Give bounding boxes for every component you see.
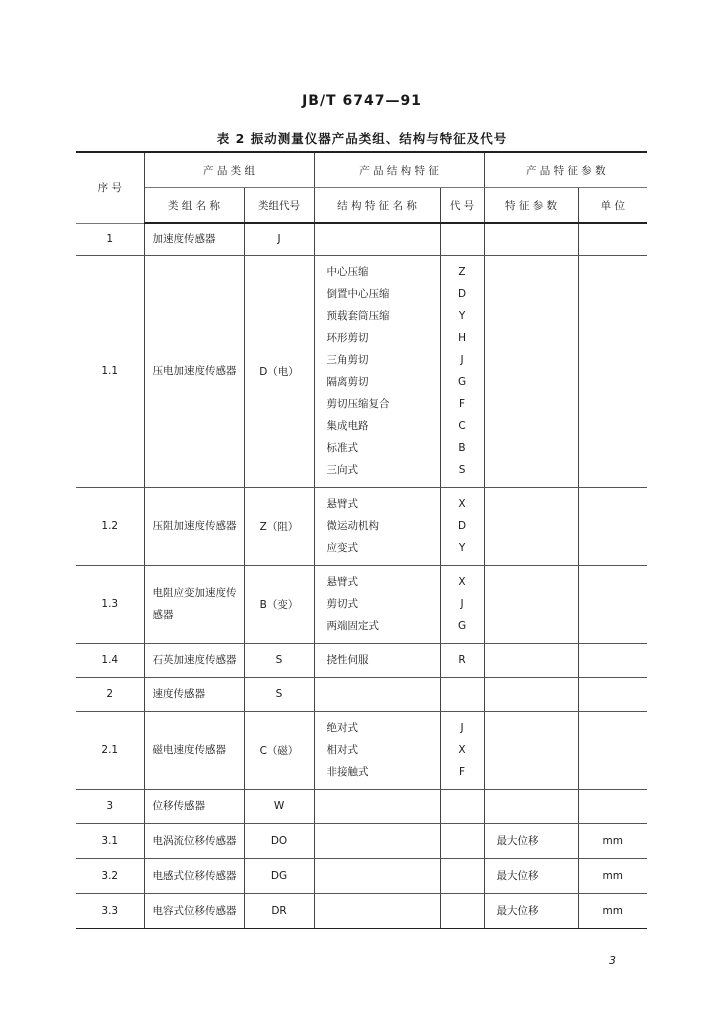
row-group-code: J: [244, 223, 314, 255]
row-seq: 2.1: [76, 711, 144, 789]
row-param-name: 最大位移: [484, 858, 578, 893]
row-structure-codes: [440, 823, 484, 858]
header-structure-name: 结 构 特 征 名 称: [314, 188, 440, 224]
structure-feature-name: 微运动机构: [326, 520, 380, 532]
structure-feature-name: 三角剪切: [326, 354, 369, 366]
row-unit: [578, 223, 647, 255]
row-group-code: W: [244, 789, 314, 823]
structure-feature-name: 标准式: [326, 442, 359, 454]
table-row: [76, 858, 647, 893]
row-param-name: [484, 711, 578, 789]
header-param-name: 特 征 参 数: [484, 188, 578, 224]
row-structure-codes: [440, 893, 484, 928]
row-structure-names: [314, 823, 440, 858]
structure-feature-code: H: [458, 332, 466, 344]
row-group-name: 压电加速度传感器: [144, 255, 244, 487]
table-row: [76, 223, 647, 255]
product-code-table: [76, 151, 647, 929]
row-group-code: DG: [244, 858, 314, 893]
row-param-name: [484, 789, 578, 823]
row-param-name: [484, 677, 578, 711]
row-structure-codes: [440, 677, 484, 711]
header-unit: 单 位: [578, 188, 647, 224]
structure-feature-code: D: [457, 520, 467, 532]
header-seq: 序 号: [76, 152, 144, 223]
row-group-code: S: [244, 643, 314, 677]
row-group-name: 石英加速度传感器: [144, 643, 244, 677]
structure-feature-name: 应变式: [326, 542, 359, 554]
header-structure: 产 品 结 构 特 征: [314, 152, 484, 188]
structure-feature-code: G: [457, 376, 467, 388]
structure-feature-code: Y: [458, 310, 466, 322]
structure-feature-name: 剪切压缩复合: [326, 398, 390, 410]
row-structure-codes: [440, 643, 484, 677]
row-group-name: 电阻应变加速度传感器: [144, 565, 244, 643]
structure-feature-code: X: [458, 744, 466, 756]
table-row: [76, 677, 647, 711]
table-row: [76, 823, 647, 858]
structure-feature-name: 非接触式: [326, 766, 369, 778]
row-seq: 3.3: [76, 893, 144, 928]
structure-feature-name: 环形剪切: [326, 332, 369, 344]
table-row: [76, 643, 647, 677]
row-unit: mm: [578, 893, 647, 928]
row-group-name: 电容式位移传感器: [144, 893, 244, 928]
row-param-name: 最大位移: [484, 893, 578, 928]
header-group-name: 类 组 名 称: [144, 188, 244, 224]
header-structure-code: 代 号: [440, 188, 484, 224]
table-row: [76, 893, 647, 928]
table-row: [76, 711, 647, 789]
structure-feature-code: Y: [458, 542, 466, 554]
row-param-name: [484, 487, 578, 565]
structure-feature-name: 挠性伺服: [326, 654, 369, 666]
row-group-code: DR: [244, 893, 314, 928]
row-param-name: [484, 565, 578, 643]
row-group-code: DO: [244, 823, 314, 858]
table-row: [76, 255, 647, 487]
structure-feature-name: 两端固定式: [326, 620, 380, 632]
row-group-code: D（电）: [244, 255, 314, 487]
row-unit: mm: [578, 823, 647, 858]
structure-feature-code: F: [459, 766, 466, 778]
row-structure-names: [314, 487, 440, 565]
structure-feature-code: G: [457, 620, 467, 632]
structure-feature-code: F: [459, 398, 466, 410]
row-structure-names: [314, 711, 440, 789]
row-group-code: Z（阻）: [244, 487, 314, 565]
structure-feature-name: 集成电路: [326, 420, 369, 432]
structure-feature-code: S: [458, 464, 466, 476]
structure-feature-code: X: [458, 576, 466, 588]
row-unit: [578, 643, 647, 677]
structure-feature-code: J: [460, 598, 464, 610]
structure-feature-code: D: [457, 288, 467, 300]
row-seq: 1.2: [76, 487, 144, 565]
row-group-code: S: [244, 677, 314, 711]
row-seq: 1.4: [76, 643, 144, 677]
structure-feature-name: 绝对式: [326, 722, 359, 734]
row-group-code: C（磁）: [244, 711, 314, 789]
structure-feature-name: 预载套筒压缩: [326, 310, 390, 322]
table-row: [76, 789, 647, 823]
row-seq: 3.2: [76, 858, 144, 893]
row-structure-names: [314, 677, 440, 711]
row-seq: 1.3: [76, 565, 144, 643]
page-number: 3: [609, 954, 616, 967]
structure-feature-name: 三向式: [326, 464, 359, 476]
row-unit: [578, 255, 647, 487]
structure-feature-code: X: [458, 498, 466, 510]
row-structure-names: [314, 255, 440, 487]
row-group-name: 加速度传感器: [144, 223, 244, 255]
header-group-code: 类组代号: [244, 188, 314, 224]
row-group-code: B（变）: [244, 565, 314, 643]
structure-feature-code: J: [460, 722, 464, 734]
row-group-name: 电涡流位移传感器: [144, 823, 244, 858]
row-structure-names: [314, 893, 440, 928]
row-structure-names: [314, 858, 440, 893]
row-structure-names: [314, 643, 440, 677]
row-unit: [578, 565, 647, 643]
row-param-name: [484, 223, 578, 255]
row-structure-codes: [440, 711, 484, 789]
row-structure-names: [314, 789, 440, 823]
row-structure-codes: [440, 565, 484, 643]
structure-feature-name: 隔离剪切: [326, 376, 369, 388]
row-unit: [578, 487, 647, 565]
row-seq: 1: [76, 223, 144, 255]
row-structure-codes: [440, 858, 484, 893]
row-structure-codes: [440, 789, 484, 823]
row-structure-codes: [440, 487, 484, 565]
row-structure-names: [314, 565, 440, 643]
structure-feature-name: 中心压缩: [326, 266, 369, 278]
header-parameters: 产 品 特 征 参 数: [484, 152, 647, 188]
structure-feature-code: B: [458, 442, 466, 454]
structure-feature-name: 剪切式: [326, 598, 359, 610]
row-unit: [578, 789, 647, 823]
row-structure-codes: [440, 255, 484, 487]
row-seq: 3.1: [76, 823, 144, 858]
row-seq: 2: [76, 677, 144, 711]
row-unit: [578, 711, 647, 789]
table-row: [76, 565, 647, 643]
row-param-name: [484, 255, 578, 487]
row-param-name: [484, 643, 578, 677]
structure-feature-code: J: [460, 354, 464, 366]
row-group-name: 磁电速度传感器: [144, 711, 244, 789]
structure-feature-code: R: [458, 654, 466, 666]
structure-feature-code: Z: [458, 266, 466, 278]
standard-number: JB/T 6747—91: [302, 93, 422, 109]
row-group-name: 位移传感器: [144, 789, 244, 823]
row-group-name: 电感式位移传感器: [144, 858, 244, 893]
row-param-name: 最大位移: [484, 823, 578, 858]
row-unit: [578, 677, 647, 711]
row-group-name: 速度传感器: [144, 677, 244, 711]
structure-feature-name: 悬臂式: [326, 576, 359, 588]
row-structure-codes: [440, 223, 484, 255]
row-seq: 3: [76, 789, 144, 823]
structure-feature-name: 悬臂式: [326, 498, 359, 510]
header-product-group: 产 品 类 组: [144, 152, 314, 188]
row-group-name: 压阻加速度传感器: [144, 487, 244, 565]
table-row: [76, 487, 647, 565]
row-unit: mm: [578, 858, 647, 893]
structure-feature-name: 相对式: [326, 744, 359, 756]
structure-feature-code: C: [458, 420, 466, 432]
table-caption: 表 2 振动测量仪器产品类组、结构与特征及代号: [216, 131, 508, 146]
row-seq: 1.1: [76, 255, 144, 487]
row-structure-names: [314, 223, 440, 255]
structure-feature-name: 倒置中心压缩: [326, 288, 390, 300]
